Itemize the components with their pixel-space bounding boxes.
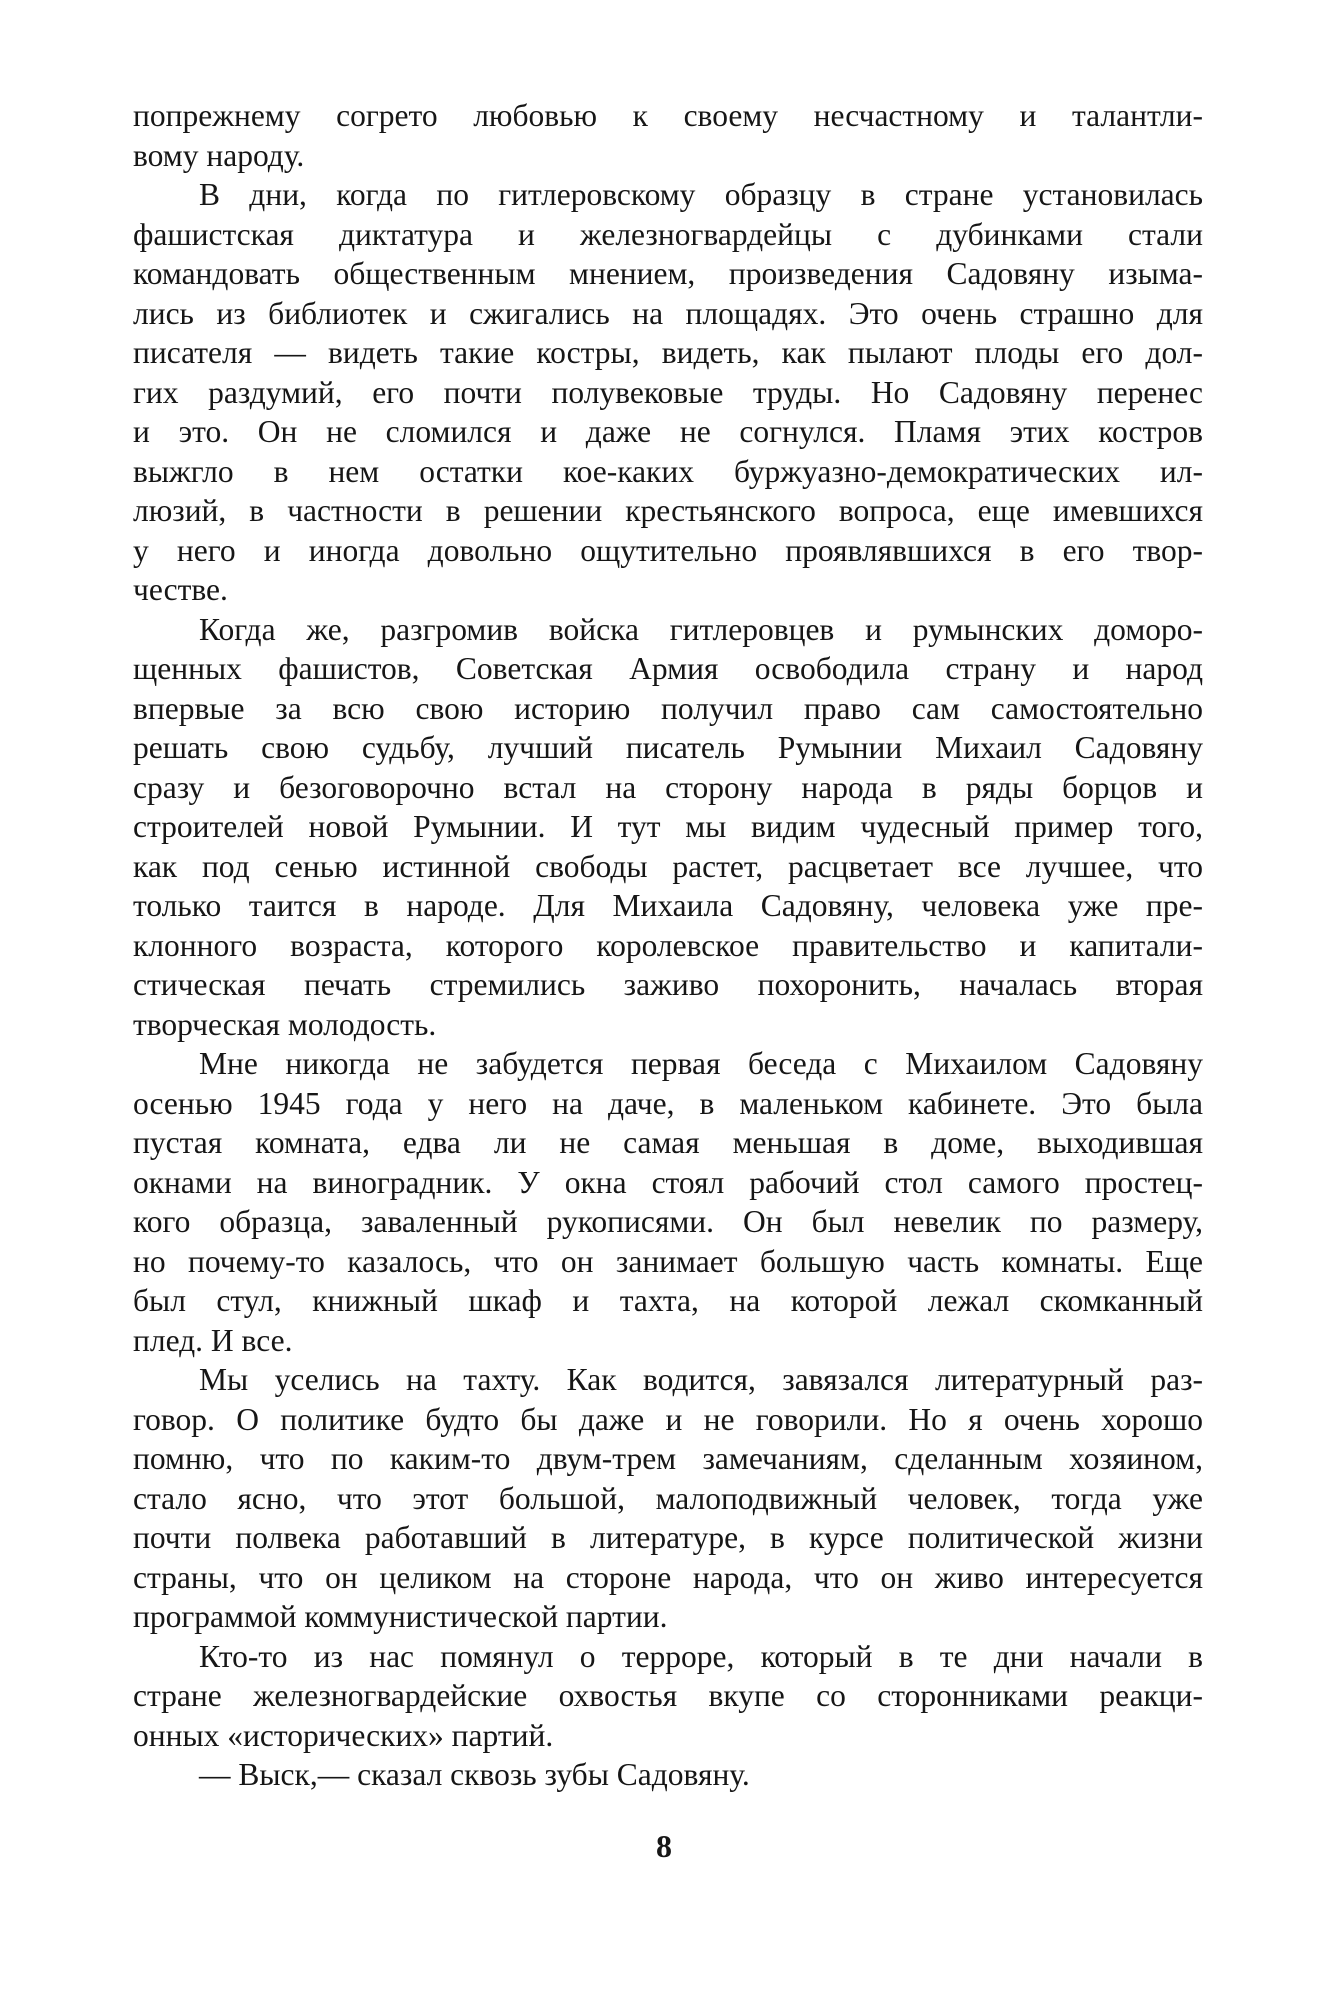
- text-line: плед. И все.: [133, 1322, 293, 1358]
- paragraph: [133, 610, 1203, 1045]
- text-line: В дни, когда по гитлеровскому образцу в стране установилась: [199, 177, 1203, 212]
- text-line: стало ясно, что этот большой, малоподвижный человек, тогда уже: [133, 1480, 1203, 1516]
- text-line: строителей новой Румынии. И тут мы видим чудесный пример того,: [133, 809, 1203, 844]
- text-line: Мне никогда не забудется первая беседа с Михаилом Садовяну: [199, 1046, 1203, 1081]
- text-line: почти полвека работавший в литературе, в курсе политической жизни: [133, 1520, 1203, 1555]
- text-line: честве.: [133, 572, 228, 607]
- text-line: командовать общественным мнением, произведения Садовяну изыма-: [133, 256, 1203, 291]
- text-line: писателя — видеть такие костры, видеть, как пылают плоды его дол-: [133, 335, 1203, 370]
- text-line: был стул, книжный шкаф и тахта, на которой лежал скомканный: [133, 1283, 1203, 1318]
- text-line: выжгло в нем остатки кое-каких буржуазно-демократических ил-: [133, 453, 1203, 489]
- text-line: решать свою судьбу, лучший писатель Румынии Михаил Садовяну: [133, 730, 1203, 765]
- text-line: только таится в народе. Для Михаила Садовяну, человека уже пре-: [133, 888, 1203, 923]
- text-line: онных «исторических» партий.: [133, 1717, 554, 1753]
- text-line: страны, что он целиком на стороне народа, что он живо интересуется: [133, 1559, 1203, 1595]
- paragraph: [133, 1360, 1203, 1637]
- text-line: впервые за всю свою историю получил право сам самостоятельно: [133, 690, 1203, 726]
- text-line: окнами на виноградник. У окна стоял рабочий стол самого простец-: [133, 1164, 1203, 1200]
- text-line: стическая печать стремились заживо похоронить, началась вторая: [133, 967, 1203, 1002]
- text-line: как под сенью истинной свободы растет, расцветает все лучшее, что: [133, 848, 1203, 884]
- paragraph: [133, 96, 1203, 175]
- text-line: — Выск,— сказал сквозь зубы Садовяну.: [199, 1757, 750, 1792]
- text-line: у него и иногда довольно ощутительно проявлявшихся в его твор-: [133, 532, 1203, 568]
- paragraph: [133, 1044, 1203, 1360]
- text-line: кого образца, заваленный рукописями. Он был невелик по размеру,: [133, 1204, 1203, 1239]
- text-line: Когда же, разгромив войска гитлеровцев и румынских доморо-: [199, 611, 1203, 647]
- text-line: помню, что по каким-то двум-трем замечаниям, сделанным хозяином,: [133, 1441, 1203, 1476]
- text-line: Кто-то из нас помянул о терроре, который в те дни начали в: [199, 1638, 1203, 1674]
- paragraph: [133, 1755, 1203, 1795]
- text-line: творческая молодость.: [133, 1006, 437, 1042]
- text-line: клонного возраста, которого королевское правительство и капитали-: [133, 927, 1203, 963]
- text-line: гих раздумий, его почти полувековые труды. Но Садовяну перенес: [133, 374, 1203, 410]
- text-line: фашистская диктатура и железногвардейцы с дубинками стали: [133, 216, 1203, 252]
- paragraph: [133, 1637, 1203, 1756]
- text-line: осенью 1945 года у него на даче, в маленьком кабинете. Это была: [133, 1085, 1203, 1121]
- text-line: пустая комната, едва ли не самая меньшая в доме, выходившая: [133, 1125, 1203, 1160]
- text-line: лись из библиотек и сжигались на площадях. Это очень страшно для: [133, 295, 1203, 331]
- paragraph: [133, 175, 1203, 610]
- text-line: вому народу.: [133, 137, 305, 173]
- text-line: но почему-то казалось, что он занимает большую часть комнаты. Еще: [133, 1243, 1203, 1279]
- text-line: Мы уселись на тахту. Как водится, завязался литературный раз-: [199, 1362, 1203, 1397]
- text-line: люзий, в частности в решении крестьянского вопроса, еще имевшихся: [133, 493, 1203, 528]
- text-line: щенных фашистов, Советская Армия освободила страну и народ: [133, 651, 1203, 686]
- text-line: стране железногвардейские охвостья вкупе со сторонниками реакци-: [133, 1678, 1203, 1713]
- text-line: попрежнему согрето любовью к своему несчастному и талантли-: [133, 98, 1203, 133]
- text-line: и это. Он не сломился и даже не согнулся. Пламя этих костров: [133, 414, 1203, 449]
- body-text: [133, 96, 1203, 1795]
- text-line: говор. О политике будто бы даже и не говорили. Но я очень хорошо: [133, 1401, 1203, 1437]
- page-number: 8: [656, 1828, 672, 1864]
- text-line: программой коммунистической партии.: [133, 1599, 668, 1634]
- text-line: сразу и безоговорочно встал на сторону народа в ряды борцов и: [133, 769, 1203, 805]
